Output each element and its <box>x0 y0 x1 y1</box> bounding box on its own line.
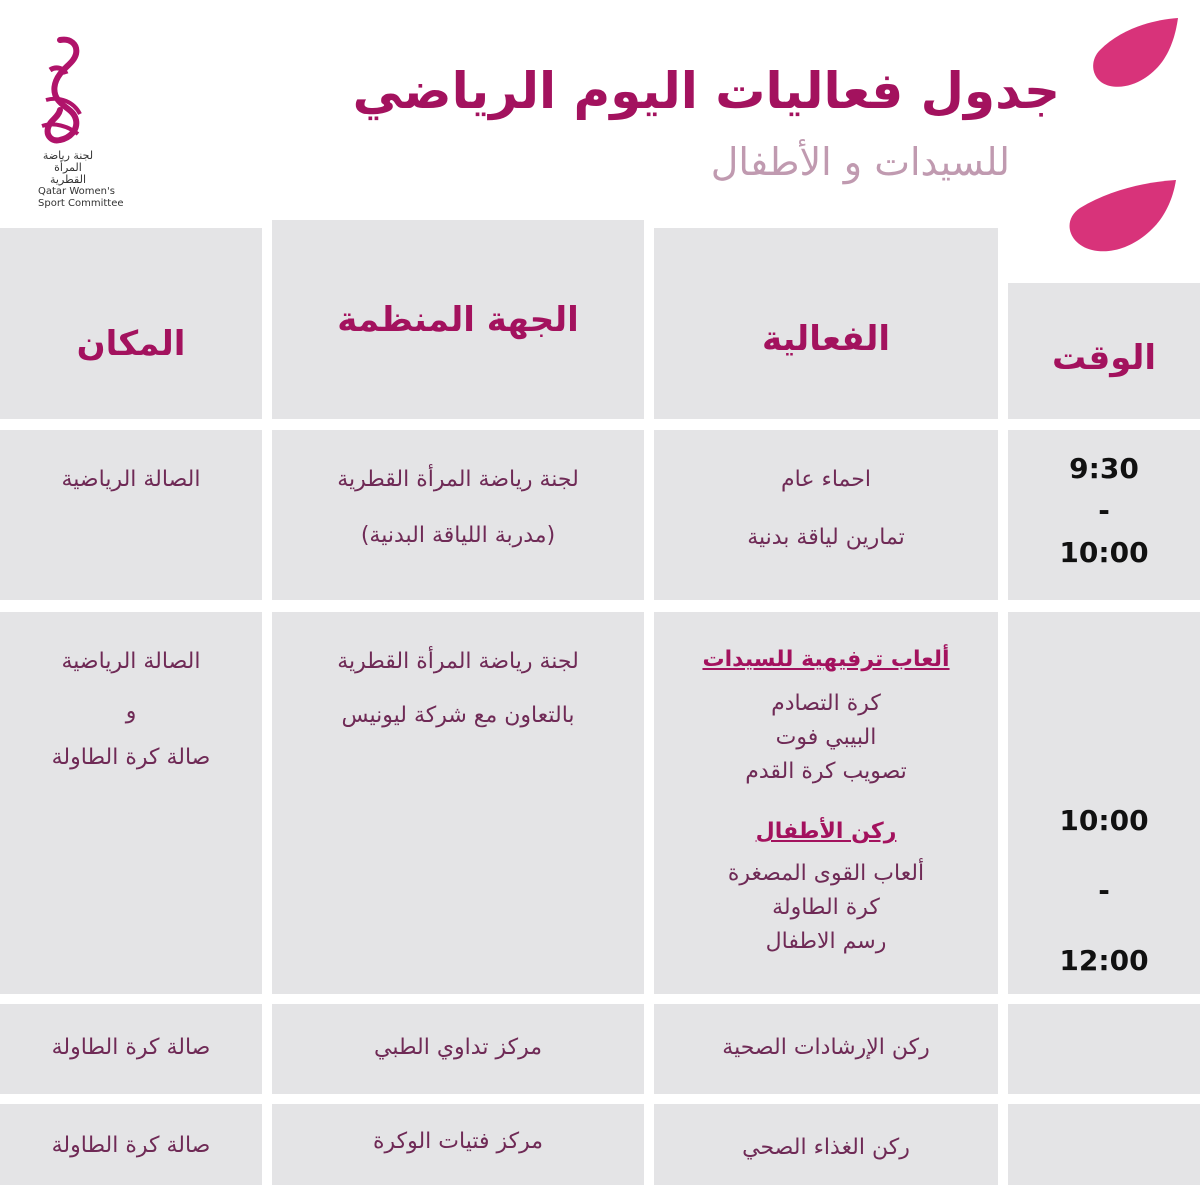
row1-venue <box>0 430 262 600</box>
row3-venue-text: صالة كرة الطاولة <box>51 1035 211 1060</box>
row2-venue-line2: و <box>125 699 137 724</box>
row2-kids-item3: رسم الاطفال <box>765 929 887 954</box>
logo-ar-line2: المرأة القطرية <box>49 161 87 186</box>
column-header-organizer-label: الجهة المنظمة <box>337 299 579 340</box>
row2-organizer-line1: لجنة رياضة المرأة القطرية <box>337 649 579 674</box>
column-header-organizer <box>272 220 644 419</box>
row2-women-item3: تصويب كرة القدم <box>745 759 907 784</box>
row3-venue <box>0 1004 262 1094</box>
row2-time-sep: - <box>1098 874 1110 907</box>
row4-time <box>1008 1104 1200 1185</box>
row2-venue <box>0 612 262 994</box>
row2-organizer <box>272 612 644 994</box>
row4-organizer <box>272 1104 644 1185</box>
row1-organizer <box>272 430 644 600</box>
row1-activity-line2: تمارين لياقة بدنية <box>747 525 905 550</box>
logo-en-line2: Sport Committee <box>38 198 124 209</box>
logo-caption <box>38 150 138 210</box>
row2-kids-item2: كرة الطاولة <box>772 895 880 920</box>
row3-activity-text: ركن الإرشادات الصحية <box>722 1035 930 1060</box>
row3-activity <box>654 1004 998 1094</box>
row3-time <box>1008 1004 1200 1094</box>
column-header-activity <box>654 228 998 419</box>
row2-activity <box>654 612 998 994</box>
row4-venue-text: صالة كرة الطاولة <box>51 1133 211 1158</box>
row2-women-games-title: ألعاب ترفيهية للسيدات <box>702 647 950 672</box>
logo-en-line1: Qatar Women's <box>38 186 115 197</box>
row3-organizer <box>272 1004 644 1094</box>
row1-activity <box>654 430 998 600</box>
row1-organizer-line1: لجنة رياضة المرأة القطرية <box>337 467 579 492</box>
row2-venue-line1: الصالة الرياضية <box>61 649 201 674</box>
page-subtitle: للسيدات و الأطفال <box>710 140 1010 184</box>
logo-ar-line1: لجنة رياضة <box>42 149 94 162</box>
row2-women-item1: كرة التصادم <box>771 691 881 716</box>
row2-time-end: 12:00 <box>1059 944 1149 977</box>
column-header-time-label: الوقت <box>1052 338 1156 378</box>
row2-organizer-line2: بالتعاون مع شركة ليونيس <box>341 703 575 728</box>
row2-kids-item1: ألعاب القوى المصغرة <box>727 861 925 886</box>
row1-time-start: 9:30 <box>1069 452 1139 485</box>
row2-venue-line3: صالة كرة الطاولة <box>51 745 211 770</box>
page-title: جدول فعاليات اليوم الرياضي <box>352 62 1060 120</box>
row1-activity-line1: احماء عام <box>781 467 871 492</box>
row2-women-item2: البيبي فوت <box>775 725 877 750</box>
row1-time <box>1008 430 1200 600</box>
column-header-activity-label: الفعالية <box>761 318 891 359</box>
row4-venue <box>0 1104 262 1185</box>
row2-kids-corner-title: ركن الأطفال <box>755 819 897 844</box>
column-header-venue <box>0 228 262 419</box>
row4-activity <box>654 1104 998 1185</box>
row3-organizer-text: مركز تداوي الطبي <box>374 1035 542 1060</box>
row1-time-end: 10:00 <box>1059 536 1149 569</box>
row2-time <box>1008 612 1200 994</box>
row1-time-sep: - <box>1098 494 1110 527</box>
row1-venue-line1: الصالة الرياضية <box>61 467 201 492</box>
row4-organizer-text: مركز فتيات الوكرة <box>372 1129 544 1154</box>
row1-organizer-line2: (مدربة اللياقة البدنية) <box>360 523 556 548</box>
row4-activity-text: ركن الغذاء الصحي <box>742 1135 910 1160</box>
row2-time-start: 10:00 <box>1059 804 1149 837</box>
column-header-time <box>1008 283 1200 419</box>
column-header-venue-label: المكان <box>76 323 186 364</box>
pink-drops-decoration <box>1000 0 1200 300</box>
